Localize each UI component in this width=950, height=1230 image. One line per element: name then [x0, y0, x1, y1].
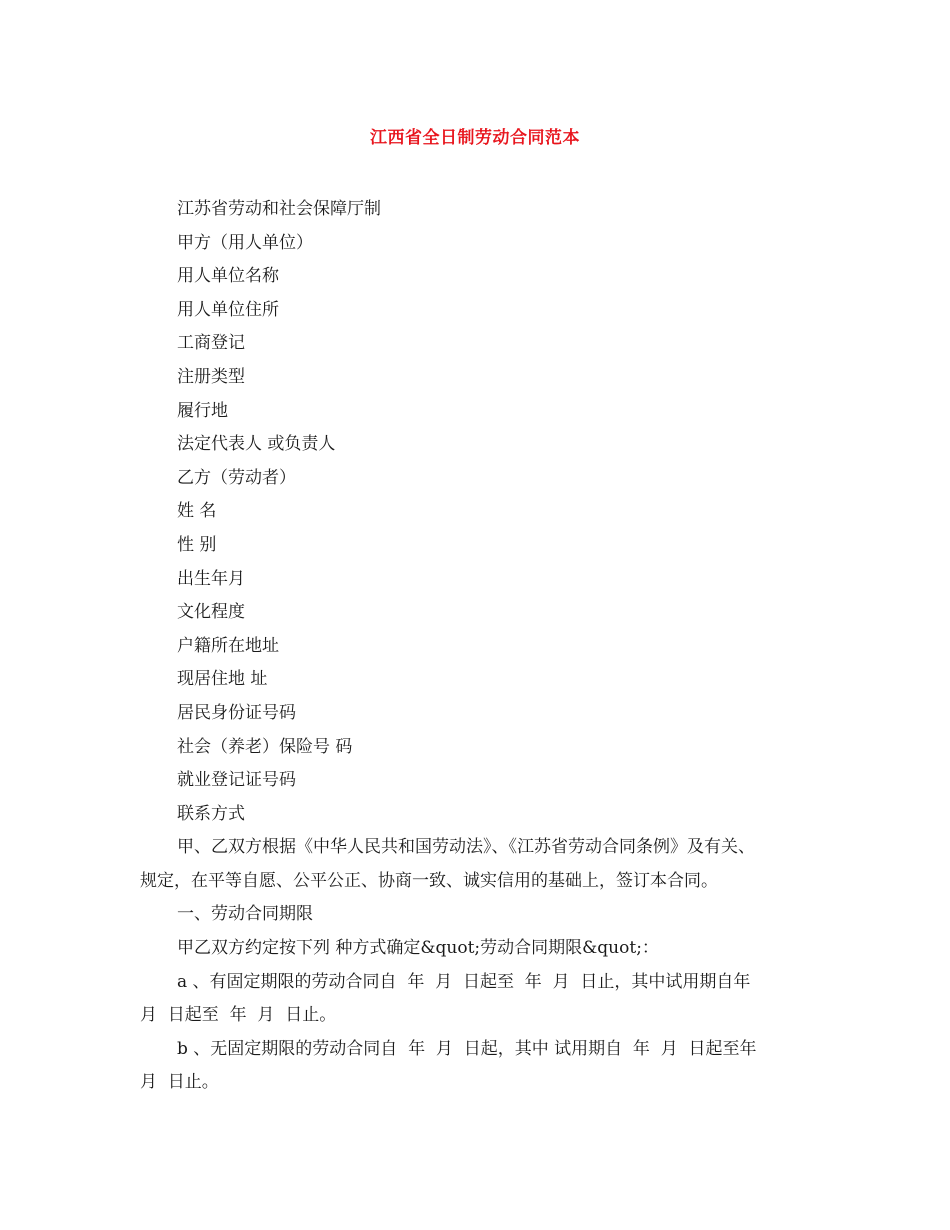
document-line: 现居住地 址	[177, 669, 268, 690]
document-line: 居民身份证号码	[177, 702, 296, 723]
document-line: 社会（养老）保险号 码	[177, 736, 353, 757]
document-line: 履行地	[177, 400, 228, 421]
document-line: 乙方（劳动者）	[177, 467, 296, 488]
document-line: 联系方式	[177, 803, 245, 824]
document-line: 姓 名	[177, 501, 217, 522]
document-line: 甲方（用人单位）	[177, 232, 313, 253]
document-line: 用人单位住所	[177, 299, 279, 320]
document-line: 规定，在平等自愿、公平公正、协商一致、诚实信用的基础上，签订本合同。	[140, 870, 718, 891]
document-line: 户籍所在地址	[177, 635, 279, 656]
document-line: 用人单位名称	[177, 266, 279, 287]
document-line: 就业登记证号码	[177, 770, 296, 791]
document-line: 工商登记	[177, 333, 245, 354]
document-line: 法定代表人 或负责人	[177, 434, 336, 455]
document-line: 甲乙双方约定按下列 种方式确定&quot;劳动合同期限&quot;：	[177, 938, 659, 959]
document-line: 江苏省劳动和社会保障厅制	[177, 199, 381, 219]
document-body	[140, 193, 840, 1100]
document-line: 月 日起至 年 月 日止。	[140, 1005, 337, 1026]
document-line: 注册类型	[177, 366, 245, 387]
document-line: 月 日止。	[140, 1072, 219, 1093]
document-line: 性 别	[177, 534, 217, 555]
document-line: 甲、乙双方根据《中华人民共和国劳动法》、《江苏省劳动合同条例》及有关、	[177, 837, 755, 858]
document-line: 文化程度	[177, 602, 245, 623]
document-title: 江西省全日制劳动合同范本	[370, 128, 580, 148]
document-line: 一、劳动合同期限	[177, 904, 313, 925]
document-line: b 、无固定期限的劳动合同自 年 月 日起，其中 试用期自 年 月 日起至年	[177, 1038, 757, 1059]
document-line: 出生年月	[177, 568, 245, 589]
document-line: a 、有固定期限的劳动合同自 年 月 日起至 年 月 日止，其中试用期自年	[177, 971, 751, 992]
